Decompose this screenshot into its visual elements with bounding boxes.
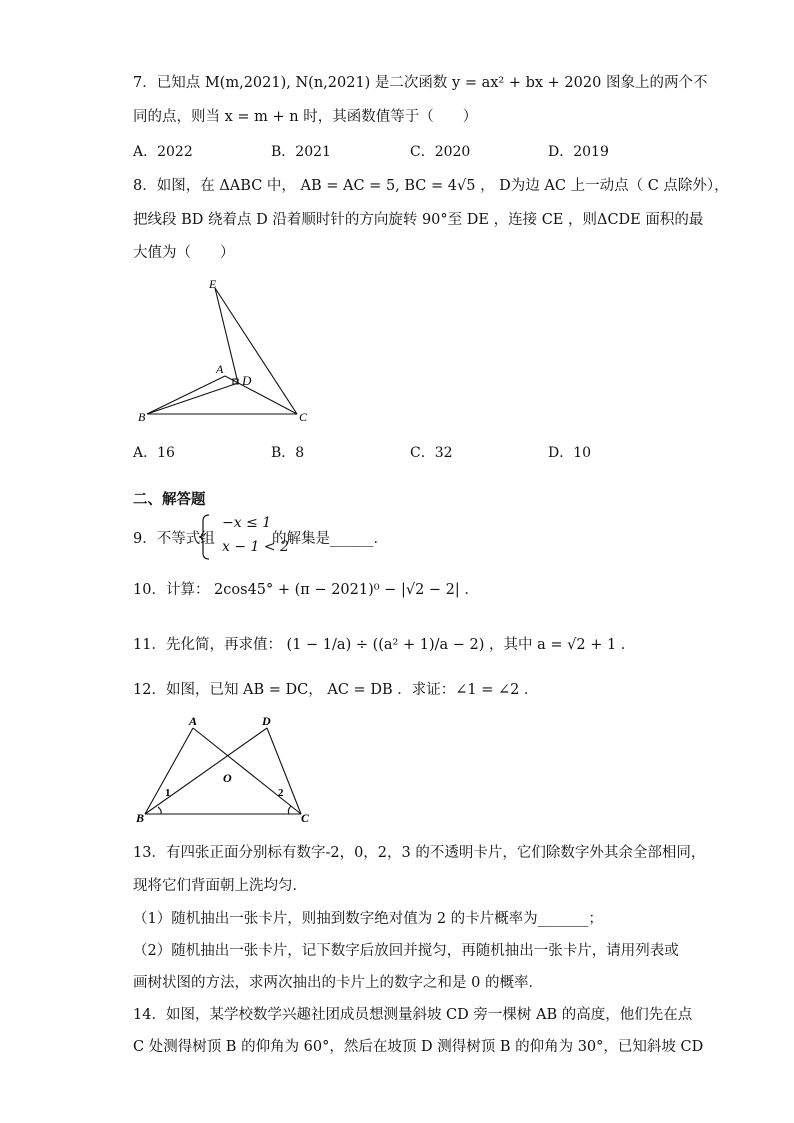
label-e: E bbox=[209, 277, 217, 291]
q7-choice-c: C．2020 bbox=[410, 144, 471, 160]
q13-line2: 现将它们背面朝上洗均匀． bbox=[133, 878, 307, 894]
q14-line1: 14．如图，某学校数学兴趣社团成员想测量斜坡 CD 旁一棵树 AB 的高度，他们先在点 bbox=[133, 1007, 693, 1023]
segment-ec bbox=[215, 288, 297, 414]
angle-1-arc bbox=[158, 807, 161, 814]
q8-line2: 把线段 BD 绕着点 D 沿着顺时针的方向旋转 90°至 DE ，连接 CE ，则ΔCDE 面积的最 bbox=[133, 212, 704, 228]
q8-line3: 大值为（ ） bbox=[133, 245, 235, 261]
q8-choice-c: C．32 bbox=[410, 445, 453, 461]
q11-text: 11．先化简，再求值： (1 − 1/a) ÷ ((a² + 1)/a − 2) ，其中 a = √2 + 1 ． bbox=[133, 637, 636, 653]
label-c: C bbox=[301, 811, 310, 825]
label-a: A bbox=[216, 362, 224, 376]
label-b: B bbox=[136, 811, 145, 825]
q7-line1: 7．已知点 M(m,2021), N(n,2021) 是二次函数 y = ax² + bx + 2020 图象上的两个不 bbox=[133, 75, 708, 91]
segment-ba bbox=[145, 728, 193, 814]
segment-bd bbox=[145, 728, 267, 814]
brace-icon bbox=[198, 513, 212, 561]
q8-line1: 8．如图，在 ΔABC 中， AB = AC = 5, BC = 4√5 ， D为边 AC 上一动点（ C 点除外）， bbox=[133, 178, 729, 194]
label-angle-2: 2 bbox=[278, 787, 284, 799]
label-a: A bbox=[189, 714, 198, 728]
q13-line5: 画树状图的方法，求两次抽出的卡片上的数字之和是 0 的概率． bbox=[133, 975, 543, 991]
segment-ac bbox=[225, 376, 297, 414]
q7-choices bbox=[0, 141, 794, 161]
q9-ineq2: x − 1 < 2 bbox=[222, 539, 289, 555]
label-d: D bbox=[262, 714, 271, 728]
q14-line2: C 处测得树顶 B 的仰角为 60°，然后在坡顶 D 测得树顶 B 的仰角为 30°，已知斜坡 CD bbox=[133, 1039, 704, 1055]
q9-ineq1: −x ≤ 1 bbox=[222, 515, 272, 531]
label-d: D bbox=[242, 373, 252, 388]
q7-choice-b: B．2021 bbox=[271, 144, 331, 160]
q13-line3: （1）随机抽出一张卡片，则抽到数字绝对值为 2 的卡片概率为_______； bbox=[133, 911, 603, 927]
q7-choice-d: D．2019 bbox=[548, 144, 609, 160]
q12-trapezoid-figure bbox=[135, 710, 320, 825]
q8-choice-a: A．16 bbox=[133, 445, 175, 461]
segment-ac bbox=[193, 728, 301, 814]
label-angle-1: 1 bbox=[165, 787, 171, 799]
label-c: C bbox=[299, 410, 308, 424]
segment-ba bbox=[147, 376, 225, 414]
q8-choices bbox=[0, 442, 794, 462]
q7-line2: 同的点，则当 x = m + n 时，其函数值等于（ ） bbox=[133, 109, 478, 125]
q8-choice-b: B．8 bbox=[271, 445, 305, 461]
angle-2-arc bbox=[288, 806, 291, 814]
q12-text: 12．如图，已知 AB = DC， AC = DB ．求证：∠1 = ∠2 ． bbox=[133, 682, 539, 698]
q8-triangle-figure bbox=[135, 272, 325, 432]
q9-prefix: 9．不等式组 bbox=[133, 531, 215, 547]
q10-text: 10．计算： 2cos45° + (π − 2021)⁰ − |√2 − 2| ． bbox=[133, 582, 479, 598]
segment-bd bbox=[147, 383, 238, 414]
label-o: O bbox=[223, 771, 232, 785]
label-b: B bbox=[138, 410, 146, 424]
q8-choice-d: D．10 bbox=[548, 445, 592, 461]
q13-line4: （2）随机抽出一张卡片，记下数字后放回并搅匀，再随机抽出一张卡片，请用列表或 bbox=[133, 943, 679, 959]
q7-choice-a: A．2022 bbox=[133, 144, 193, 160]
q9-suffix: 的解集是______． bbox=[272, 531, 388, 547]
section-title: 二、解答题 bbox=[133, 492, 206, 508]
q13-line1: 13．有四张正面分别标有数字-2，0，2，3 的不透明卡片，它们除数字外其余全部相同， bbox=[133, 845, 706, 861]
